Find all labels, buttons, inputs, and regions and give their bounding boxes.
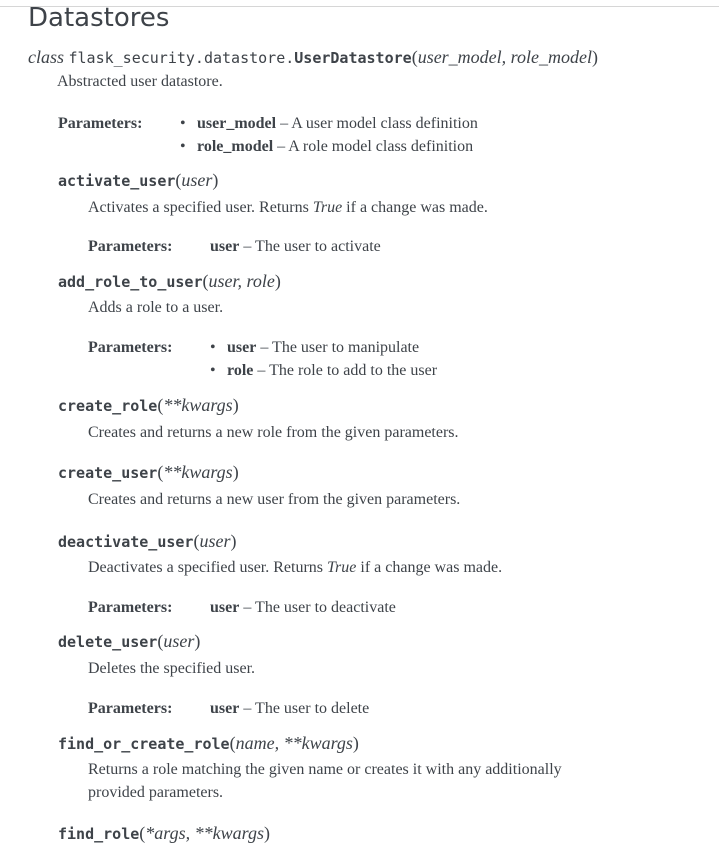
- class-param-table: [58, 112, 658, 160]
- param-list: [210, 336, 437, 382]
- open-paren: (: [411, 47, 418, 67]
- method-param-table: [88, 336, 588, 382]
- class-module: flask_security.datastore.: [68, 49, 295, 67]
- method-name: activate_user: [58, 172, 176, 190]
- method-param-table: [88, 235, 588, 258]
- method-param-table: [88, 697, 588, 720]
- method-params: name, **kwargs: [235, 733, 353, 753]
- param-name: role: [227, 362, 254, 379]
- method-params: user: [163, 631, 195, 651]
- method-signature-activate-user: activate_user(user): [58, 170, 219, 190]
- method-description-line-1: Returns a role matching the given name or creates it with any additionally: [88, 761, 562, 778]
- param-label: Parameters:: [88, 339, 173, 356]
- param-desc: – The user to delete: [239, 700, 370, 717]
- method-params: **kwargs: [163, 462, 233, 482]
- param-list: [180, 112, 478, 158]
- param-desc: – A user model class definition: [276, 115, 478, 132]
- param-name: user: [210, 700, 240, 717]
- method-params: **kwargs: [163, 395, 233, 415]
- method-signature-add-role-to-user: add_role_to_user(user, role): [58, 271, 281, 291]
- method-signature-create-user: create_user(**kwargs): [58, 462, 239, 482]
- param-item: [180, 112, 478, 135]
- param-item: [210, 596, 396, 619]
- param-desc: – The user to activate: [239, 238, 381, 255]
- method-name: create_role: [58, 397, 158, 415]
- param-desc: – A role model class definition: [273, 138, 474, 155]
- method-description: Creates and returns a new role from the given parameters.: [88, 424, 459, 441]
- method-description: Activates a specified user. Returns True if a change was made.: [88, 199, 488, 216]
- param-name: user_model: [197, 115, 277, 132]
- param-item: [210, 235, 381, 258]
- method-name: deactivate_user: [58, 533, 194, 551]
- method-description-line-2: provided parameters.: [88, 784, 224, 801]
- method-params: user: [199, 531, 231, 551]
- param-label: Parameters:: [88, 238, 173, 255]
- method-param-table: [88, 596, 588, 619]
- method-signature-find-or-create-role: find_or_create_role(name, **kwargs): [58, 733, 359, 753]
- param-item: [210, 359, 437, 382]
- page-title: Datastores: [28, 3, 170, 33]
- class-name: UserDatastore: [294, 49, 412, 67]
- method-name: create_user: [58, 464, 158, 482]
- param-desc: – The user to deactivate: [239, 599, 396, 616]
- method-description: Deletes the specified user.: [88, 660, 256, 677]
- method-description: Deactivates a specified user. Returns True if a change was made.: [88, 559, 503, 576]
- param-label: Parameters:: [88, 599, 173, 616]
- param-label: Parameters:: [58, 115, 143, 132]
- param-desc: – The role to add to the user: [253, 362, 438, 379]
- param-name: user: [210, 238, 240, 255]
- param-item: [210, 697, 369, 720]
- method-name: add_role_to_user: [58, 273, 203, 291]
- param-item: [210, 336, 437, 359]
- param-name: role_model: [197, 138, 274, 155]
- param-label: Parameters:: [88, 700, 173, 717]
- param-desc: – The user to manipulate: [256, 339, 420, 356]
- class-signature: [28, 44, 598, 71]
- param-name: user: [227, 339, 257, 356]
- param-name: user: [210, 599, 240, 616]
- method-signature-delete-user: delete_user(user): [58, 631, 201, 651]
- method-signature-deactivate-user: deactivate_user(user): [58, 531, 237, 551]
- method-params: user: [181, 170, 213, 190]
- class-description: Abstracted user datastore.: [57, 73, 223, 90]
- method-name: find_role: [58, 825, 140, 843]
- method-description: Adds a role to a user.: [88, 299, 224, 316]
- method-name: find_or_create_role: [58, 735, 230, 753]
- param-item: [180, 135, 478, 158]
- class-params: user_model, role_model: [417, 47, 592, 67]
- method-signature-find-role: find_role(*args, **kwargs): [58, 823, 270, 843]
- method-name: delete_user: [58, 633, 158, 651]
- close-paren: ): [592, 47, 598, 67]
- method-params: user, role: [208, 271, 275, 291]
- method-description: Creates and returns a new user from the given parameters.: [88, 491, 461, 508]
- method-params: *args, **kwargs: [145, 823, 264, 843]
- method-signature-create-role: create_role(**kwargs): [58, 395, 239, 415]
- class-keyword: class: [28, 47, 64, 67]
